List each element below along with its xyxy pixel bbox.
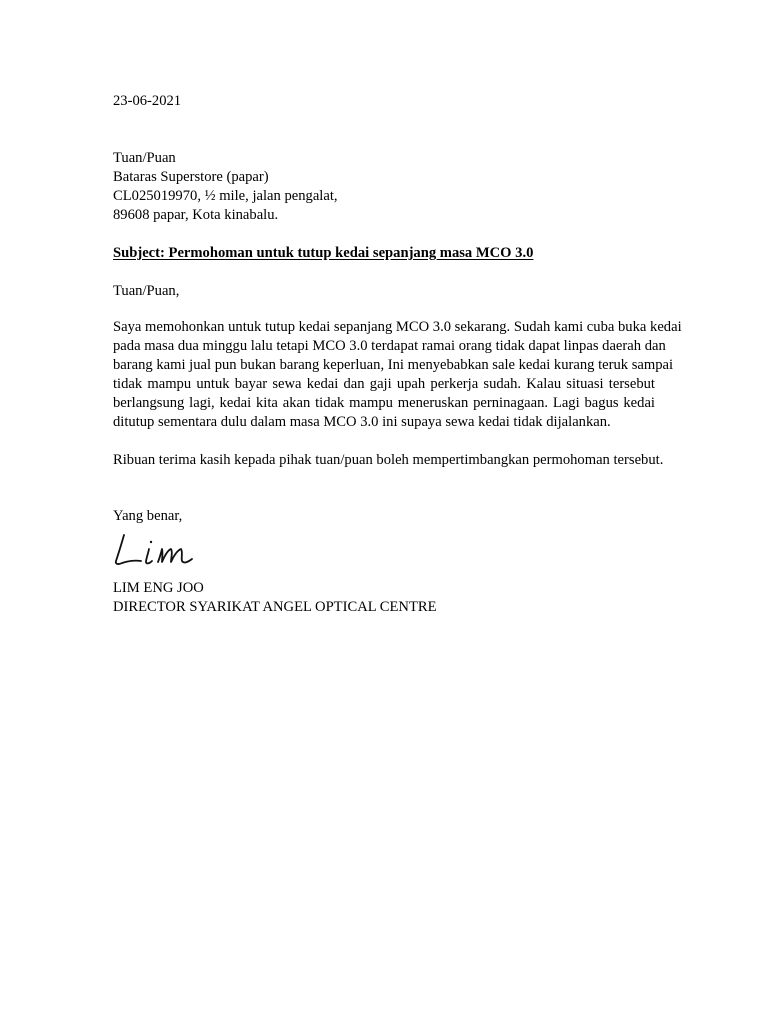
recipient-line: CL025019970, ½ mile, jalan pengalat,	[113, 188, 338, 204]
handwritten-signature	[110, 528, 200, 572]
letter-body-paragraph	[113, 318, 682, 432]
signer-title: DIRECTOR SYARIKAT ANGEL OPTICAL CENTRE	[113, 599, 437, 615]
body-line: ditutup sementara dulu dalam masa MCO 3.0 ini supaya sewa kedai tidak dijalankan.	[113, 414, 611, 430]
recipient-line: Bataras Superstore (papar)	[113, 169, 269, 185]
letter-subject: Subject: Permohoman untuk tutup kedai sepanjang masa MCO 3.0	[113, 245, 534, 261]
letter-closing: Yang benar,	[113, 508, 183, 524]
recipient-address	[113, 149, 338, 225]
letter-thanks: Ribuan terima kasih kepada pihak tuan/puan boleh mempertimbangkan permohoman tersebut.	[113, 452, 664, 468]
body-line: Saya memohonkan untuk tutup kedai sepanjang MCO 3.0 sekarang. Sudah kami cuba buka kedai	[113, 319, 682, 335]
letter-salutation: Tuan/Puan,	[113, 283, 180, 299]
recipient-line: 89608 papar, Kota kinabalu.	[113, 207, 279, 223]
body-line: barang kami jual pun bukan barang keperluan, Ini menyebabkan sale kedai kurang teruk sampai	[113, 357, 674, 373]
body-line: pada masa dua minggu lalu tetapi MCO 3.0 terdapat ramai orang tidak dapat linpas daerah dan	[113, 338, 666, 354]
letter-date: 23-06-2021	[113, 93, 182, 109]
body-line: berlangsung lagi, kedai kita akan tidak mampu meneruskan perninagaan. Lagi bagus kedai	[113, 395, 655, 411]
recipient-line: Tuan/Puan	[113, 150, 176, 166]
signer-name: LIM ENG JOO	[113, 580, 204, 596]
body-line: tidak mampu untuk bayar sewa kedai dan gaji upah perkerja sudah. Kalau situasi tersebut	[113, 376, 655, 392]
